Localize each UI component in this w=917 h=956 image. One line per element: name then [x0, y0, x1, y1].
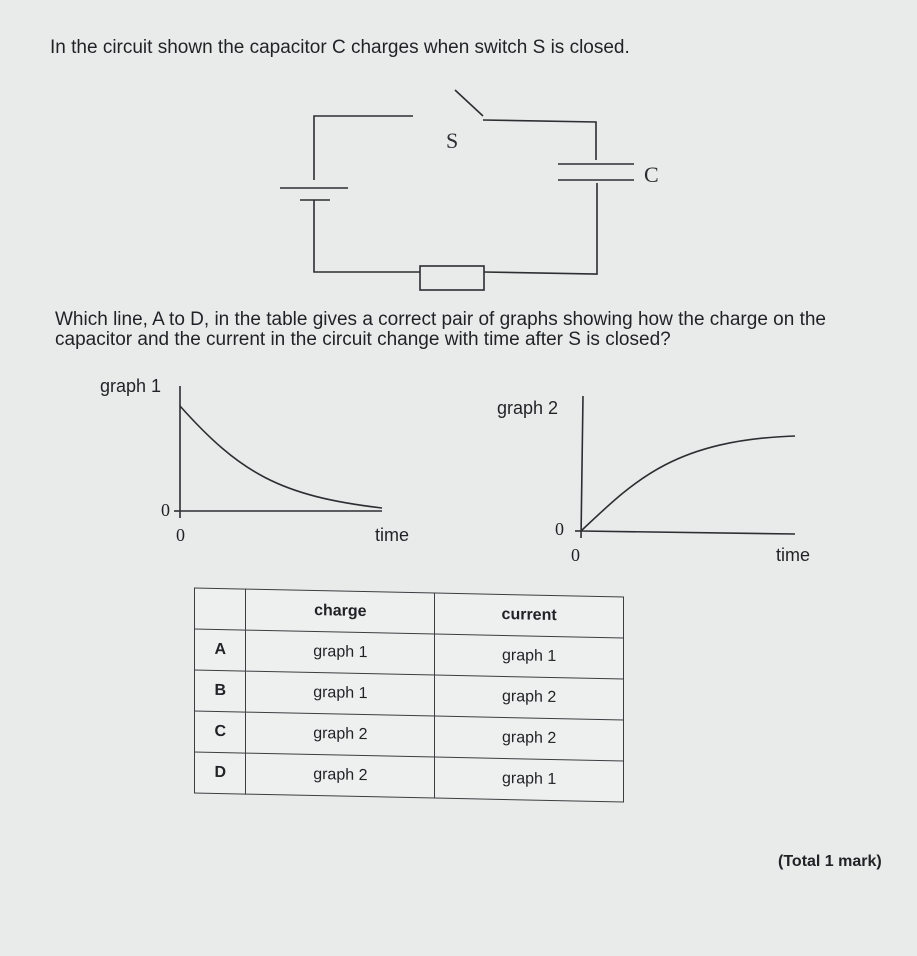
table-header-charge: charge: [246, 589, 435, 634]
wire-left-lower: [314, 200, 420, 272]
row-current: graph 1: [435, 757, 624, 802]
answer-table: [194, 587, 624, 802]
row-current: graph 2: [435, 675, 624, 720]
table-header-current: current: [435, 593, 624, 638]
graph1-origin-y: 0: [161, 500, 170, 520]
row-charge: graph 1: [246, 671, 435, 716]
graph2-origin-y: 0: [555, 519, 564, 539]
row-current: graph 1: [435, 634, 624, 679]
graph1-x-label: time: [375, 525, 410, 545]
question-intro: In the circuit shown the capacitor C charges when switch S is closed.: [50, 37, 630, 58]
graph1-curve: [180, 406, 382, 508]
graph1-plot: [150, 378, 390, 528]
capacitor-label: C: [644, 162, 659, 187]
table-row: [195, 752, 624, 802]
circuit-diagram: [270, 80, 670, 300]
row-letter: B: [195, 670, 246, 712]
total-marks: (Total 1 mark): [778, 853, 882, 870]
graph2-title: graph 2: [497, 398, 559, 418]
question-prompt-line1: Which line, A to D, in the table gives a correct pair of graphs showing how the charge on the: [55, 309, 826, 330]
graph2-plot: [555, 390, 805, 550]
row-letter: C: [195, 711, 246, 753]
row-charge: graph 2: [246, 753, 435, 798]
graph2-x-label: time: [776, 545, 811, 565]
row-charge: graph 1: [246, 630, 435, 675]
switch-label: S: [446, 128, 459, 153]
graph1-title: graph 1: [100, 376, 162, 396]
wire-bottom-right: [484, 183, 597, 274]
row-letter: D: [195, 752, 246, 794]
graph2-x-axis: [581, 531, 795, 534]
resistor: [420, 266, 484, 290]
graph2-y-axis: [581, 396, 583, 538]
graph2-curve: [581, 436, 795, 531]
question-prompt-line2: capacitor and the current in the circuit change with time after S is closed?: [55, 329, 671, 350]
wire-top-right: [483, 120, 596, 160]
switch-lever: [455, 90, 483, 116]
graph1-origin-x: 0: [176, 525, 185, 545]
table-header-blank: [195, 588, 246, 630]
wire-top-left: [314, 116, 413, 180]
row-charge: graph 2: [246, 712, 435, 757]
row-current: graph 2: [435, 716, 624, 761]
graph2-origin-x: 0: [571, 545, 580, 565]
row-letter: A: [195, 629, 246, 671]
